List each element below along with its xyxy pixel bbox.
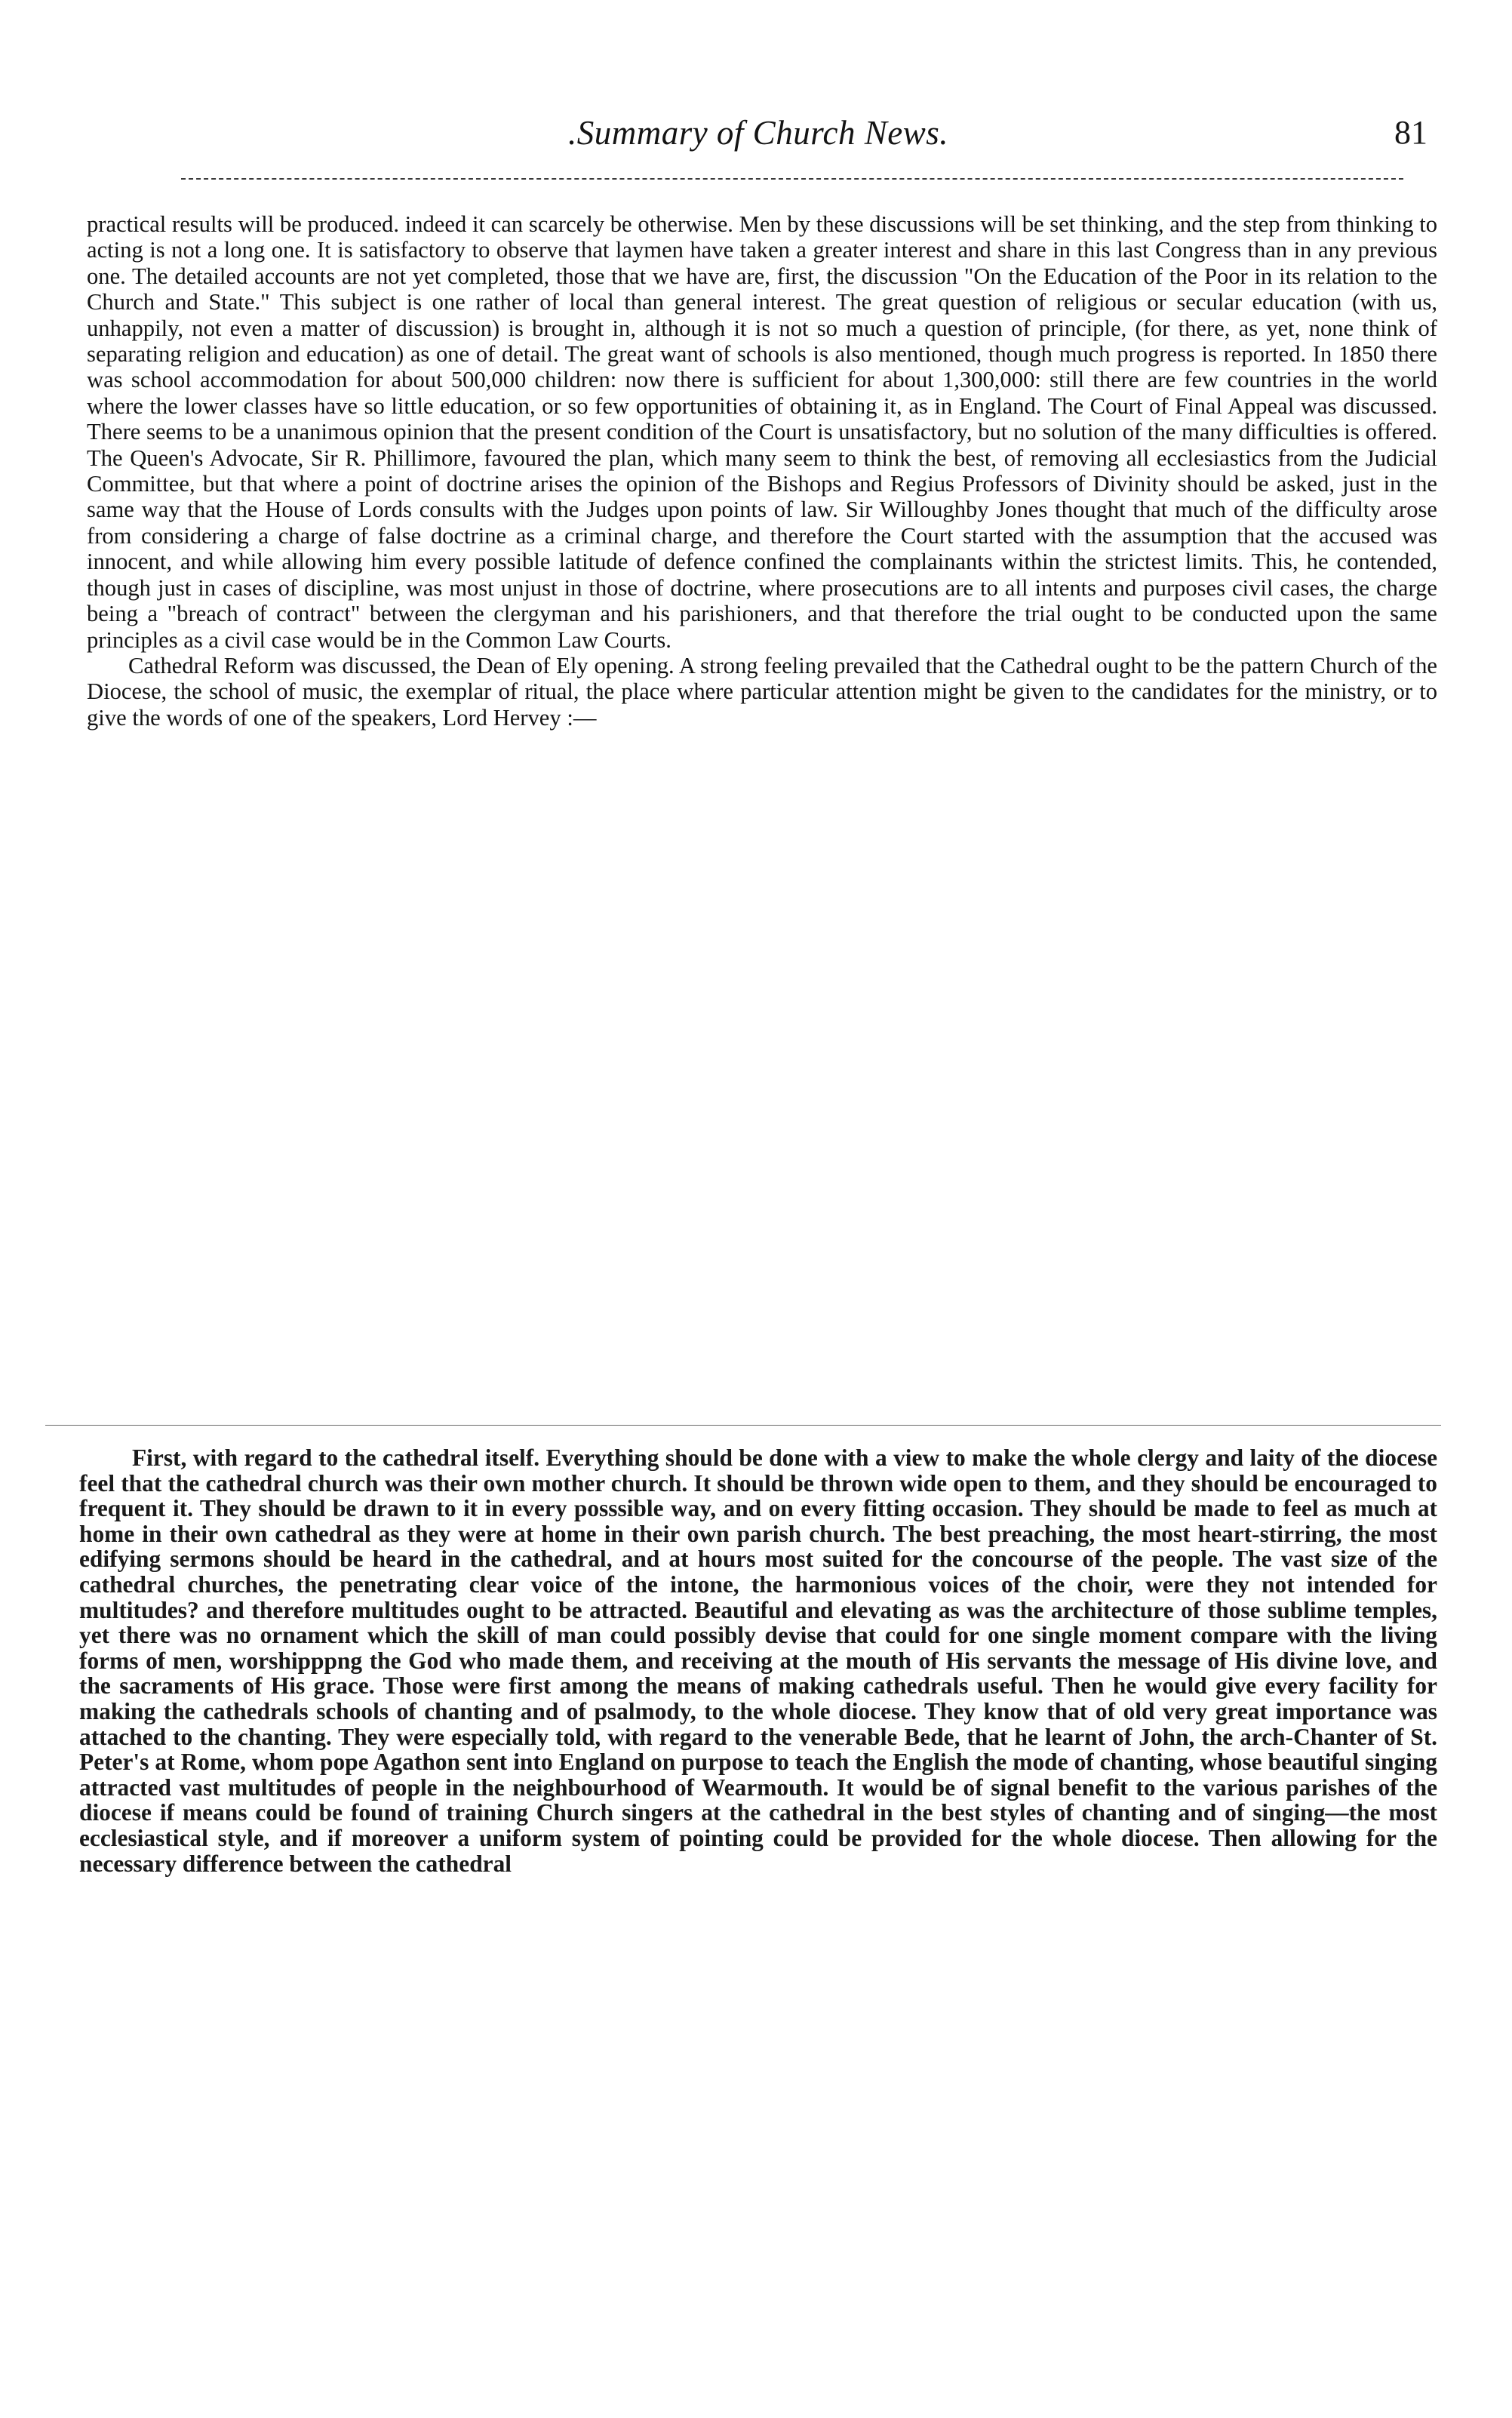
quoted-speech bbox=[79, 1445, 1437, 1876]
section-divider bbox=[45, 1425, 1441, 1426]
body-paragraph: practical results will be produced. indeed it can scarcely be otherwise. Men by these discussions will be set thinking, and the step from thinking to acting is not a long one. It is satisfactory to observe that laymen have taken a greater interest and share in this last Congress than in any previous one. The detailed accounts are not yet completed, those that we have are, first, the discussion "On the Education of the Poor in its relation to the Church and State." This subject is one rather of local than general interest. The great question of religious or secular education (with us, unhappily, not even a matter of discussion) is brought in, although it is not so much a question of principle, (for there, as yet, none think of separating religion and education) as one of detail. The great want of schools is also mentioned, though much progress is reported. In 1850 there was school accommodation for about 500,000 children: now there is sufficient for about 1,300,000: still there are few countries in the world where the lower classes have so little education, or so few opportunities of obtaining it, as in England. The Court of Final Appeal was discussed. There seems to be a unanimous opinion that the present condition of the Court is unsatisfactory, but no solution of the many difficulties is offered. The Queen's Advocate, Sir R. Phillimore, favoured the plan, which many seem to think the best, of removing all ecclesiastics from the Judicial Committee, but that where a point of doctrine arises the opinion of the Bishops and Regius Professors of Divinity should be asked, just in the same way that the House of Lords consults with the Judges upon points of law. Sir Willoughby Jones thought that much of the difficulty arose from considering a charge of false doctrine as a criminal charge, and therefore the Court started with the assumption that the accused was innocent, and while allowing him every possible latitude of defence confined the complainants within the strictest limits. This, he contended, though just in cases of discipline, was most unjust in those of doctrine, where prosecutions are to all intents and purposes civil cases, the charge being a "breach of contract" between the clergyman and his parishioners, and that therefore the trial ought to be conducted upon the same principles as a civil case would be in the Common Law Courts. bbox=[87, 211, 1437, 653]
running-header bbox=[83, 113, 1434, 166]
body-paragraph: Cathedral Reform was discussed, the Dean of Ely opening. A strong feeling prevailed that the Cathedral ought to be the pattern Church of the Diocese, the school of music, the exemplar of ritual, the place where particular attention might be given to the candidates for the ministry, or to give the words of one of the speakers, Lord Hervey :— bbox=[87, 652, 1437, 731]
running-title: .Summary of Church News. bbox=[567, 114, 949, 152]
header-rule bbox=[181, 178, 1403, 180]
page-number: 81 bbox=[1394, 114, 1427, 151]
body-text bbox=[87, 211, 1437, 731]
quote-paragraph: First, with regard to the cathedral itself. Everything should be done with a view to make the whole clergy and laity of the diocese feel that the cathedral church was their own mother church. It should be thrown wide open to them, and they should be encouraged to frequent it. They should be drawn to it in every posssible way, and on every fitting occasion. They should be made to feel as much at home in their own cathedral as they were at home in their own parish church. The best preaching, the most heart-stirring, the most edifying sermons should be heard in the cathedral, and at hours most suited for the concourse of the people. The vast size of the cathedral churches, the penetrating clear voice of the intone, the harmonious voices of the choir, were they not intended for multitudes? and therefore multitudes ought to be attracted. Beautiful and elevating as was the architecture of those sublime temples, yet there was no ornament which the skill of man could possibly devise that could for one single moment compare with the living forms of men, worshipppng the God who made them, and receiving at the mouth of His servants the message of His divine love, and the sacraments of His grace. Those were first among the means of making cathedrals useful. Then he would give every facility for making the cathedrals schools of chanting and of psalmody, to the whole diocese. They know that of old very great importance was attached to the chanting. They were especially told, with regard to the venerable Bede, that he learnt of John, the arch-Chanter of St. Peter's at Rome, whom pope Agathon sent into England on purpose to teach the English the mode of chanting, whose beautiful singing attracted vast multitudes of people in the neighbourhood of Wearmouth. It would be of signal benefit to the various parishes of the diocese if means could be found of training Church singers at the cathedral in the best styles of chanting and of singing—the most ecclesiastical style, and if moreover a uniform system of pointing could be provided for the whole diocese. Then allowing for the necessary difference between the cathedral bbox=[79, 1444, 1437, 1877]
